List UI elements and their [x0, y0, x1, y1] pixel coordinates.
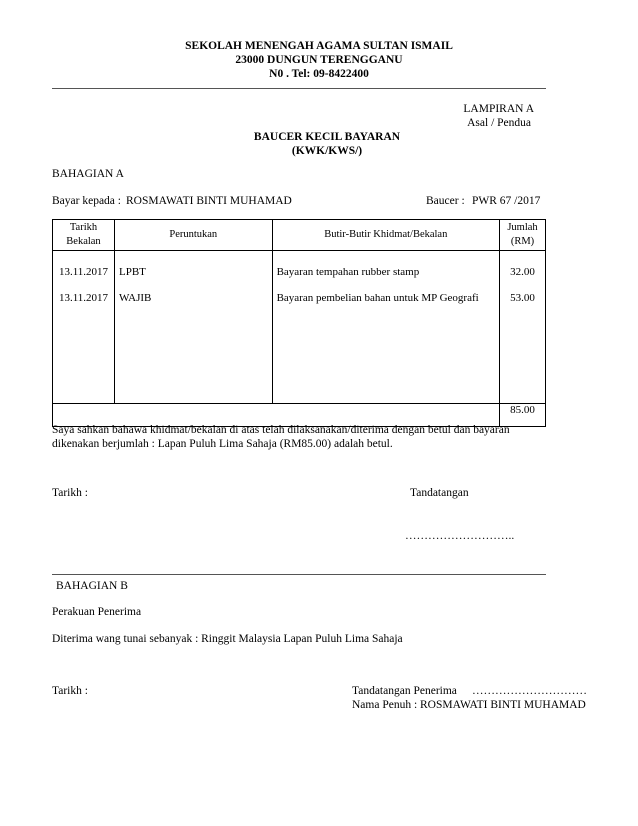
receiver-name-label: Nama Penuh : — [352, 699, 418, 711]
table-body-row — [53, 251, 546, 404]
allocation-column — [114, 251, 272, 404]
section-a-signature-dots: ……………………….. — [405, 530, 515, 542]
date-column — [53, 251, 115, 404]
certification-line2: dikenakan berjumlah : Lapan Puluh Lima Sahaja (RM85.00) adalah betul. — [52, 438, 393, 450]
header-date — [53, 220, 115, 251]
header-amount-line1: Jumlah — [507, 222, 538, 233]
school-address: 23000 DUNGUN TERENGGANU — [235, 54, 403, 66]
received-statement: Diterima wang tunai sebanyak : Ringgit Malaysia Lapan Puluh Lima Sahaja — [52, 633, 403, 645]
certification-line1: Saya sahkan bahawa khidmat/bekalan di atas telah dilaksanakan/diterima dengan betul dan bayaran — [52, 424, 510, 436]
voucher-title: BAUCER KECIL BAYARAN — [253, 131, 401, 143]
section-divider — [52, 574, 546, 575]
row-allocation: LPBT — [118, 266, 146, 278]
amount-column — [500, 251, 546, 404]
row-date: 13.11.2017 — [58, 292, 109, 304]
header-date-line2: Bekalan — [66, 236, 101, 247]
section-a-date-label: Tarikh : — [52, 487, 88, 499]
section-b-date-label: Tarikh : — [52, 685, 88, 697]
section-a-signature-label: Tandatangan — [410, 487, 469, 499]
header-divider — [52, 88, 546, 89]
header-date-line1: Tarikh — [69, 222, 98, 233]
header-details: Butir-Butir Khidmat/Bekalan — [272, 220, 499, 251]
row-amount: 53.00 — [510, 292, 535, 304]
receiver-signature-label: Tandatangan Penerima — [352, 685, 457, 697]
table-header-row — [53, 220, 546, 251]
details-column — [272, 251, 499, 404]
section-b-heading: BAHAGIAN B — [56, 580, 128, 592]
row-amount: 32.00 — [510, 266, 535, 278]
section-b-subheading: Perakuan Penerima — [52, 606, 142, 618]
school-name: SEKOLAH MENENGAH AGAMA SULTAN ISMAIL — [185, 40, 453, 52]
voucher-no: PWR 67 /2017 — [472, 195, 541, 207]
row-details: Bayaran pembelian bahan untuk MP Geografi — [276, 292, 479, 304]
row-date: 13.11.2017 — [58, 266, 109, 278]
total-amount: 85.00 — [500, 404, 546, 427]
voucher-table — [52, 219, 546, 427]
voucher-code: (KWK/KWS/) — [291, 145, 363, 157]
header-amount — [500, 220, 546, 251]
header-allocation: Peruntukan — [114, 220, 272, 251]
row-allocation: WAJIB — [118, 292, 152, 304]
receiver-name: ROSMAWATI BINTI MUHAMAD — [420, 699, 586, 711]
attachment-label: LAMPIRAN A — [463, 103, 534, 115]
school-phone: N0 . Tel: 09-8422400 — [269, 68, 369, 80]
payee-name: ROSMAWATI BINTI MUHAMAD — [126, 195, 292, 207]
payee-label: Bayar kepada : — [52, 195, 121, 207]
header-amount-line2: (RM) — [510, 236, 535, 247]
voucher-no-label: Baucer : — [426, 195, 465, 207]
receiver-signature-dots: ………………………… — [472, 685, 587, 697]
attachment-copy: Asal / Pendua — [467, 117, 531, 129]
row-details: Bayaran tempahan rubber stamp — [276, 266, 420, 278]
section-a-heading: BAHAGIAN A — [52, 168, 124, 180]
